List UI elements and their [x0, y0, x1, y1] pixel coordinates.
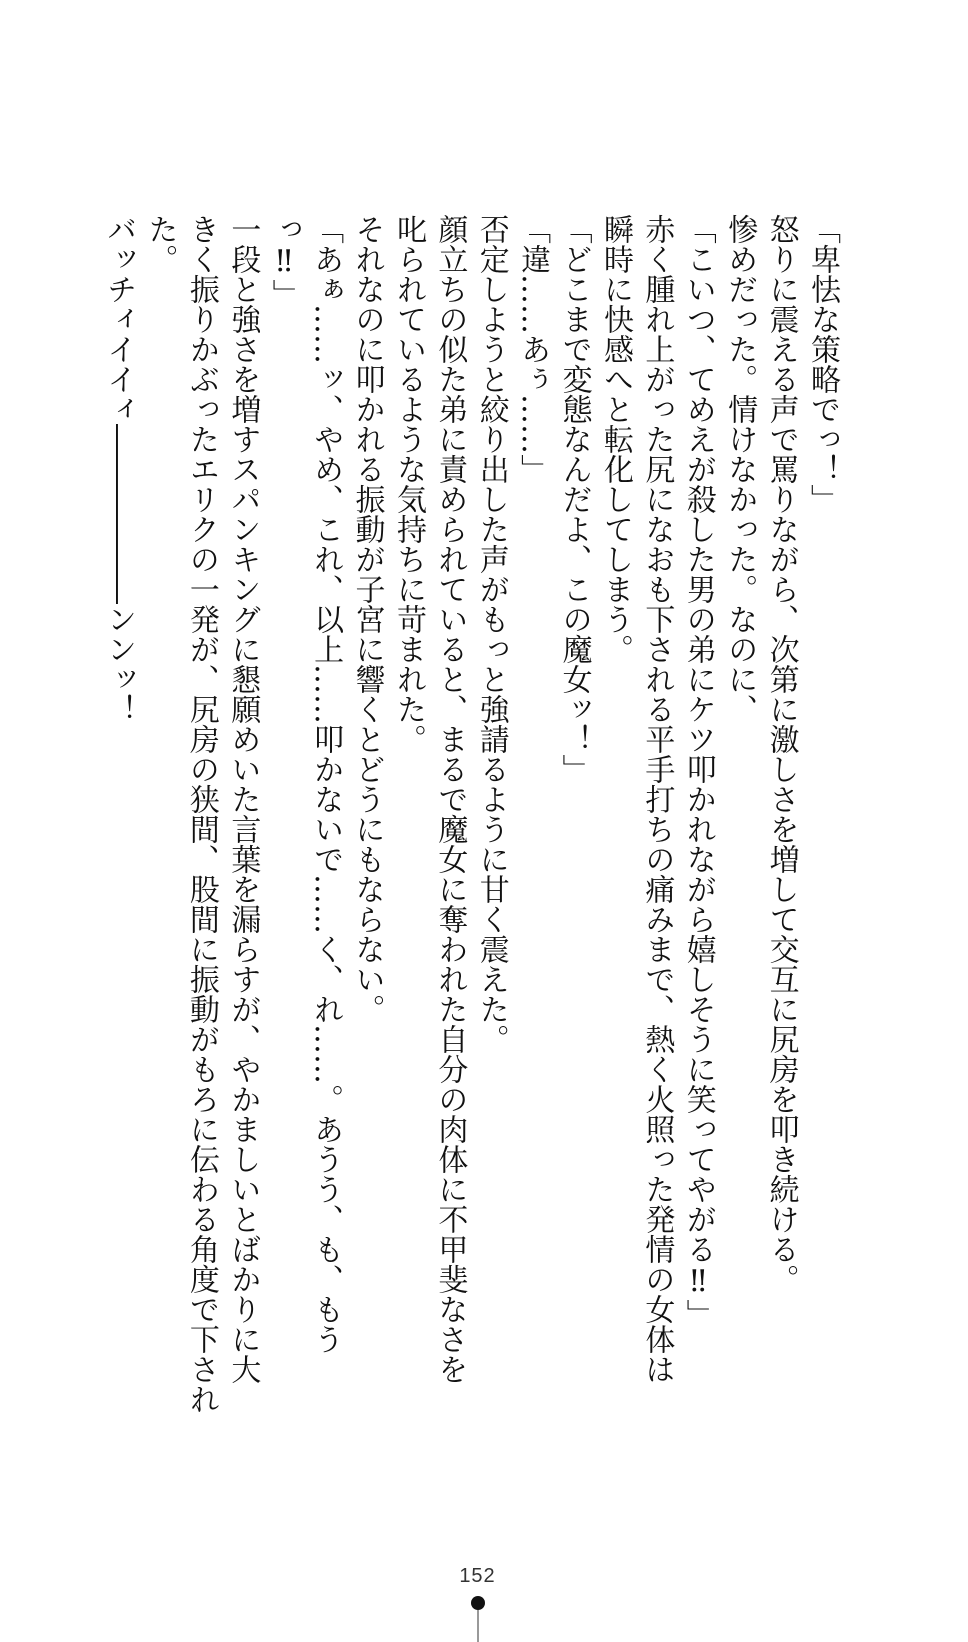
body-text — [98, 214, 843, 1414]
text-line: きく振りかぶったエリクの一発が、尻房の狭間、股間に振動がもろに伝わる角度で下され — [183, 214, 219, 1414]
text-line: 「違……あぅ……」 — [515, 214, 551, 484]
text-line: 一段と強さを増すスパンキングに懇願めいた言葉を漏らすが、やかましいとばかりに大 — [225, 214, 261, 1384]
text-line: 「あぁ……ッ、やめ、これ、以上……叩かないで……く、れ……。あうう、も、もう — [308, 214, 344, 1354]
text-line: 否定しようと絞り出した声がもっと強請るように甘く震えた。 — [473, 214, 509, 1054]
text-line: 「どこまで変態なんだよ、この魔女ッ！」 — [556, 214, 592, 784]
page-number: 152 — [459, 1565, 496, 1587]
text-line: 「卑怯な策略でっ！」 — [805, 214, 840, 514]
page-marker-dot-icon — [471, 1596, 485, 1610]
text-line: っ‼」 — [266, 214, 302, 309]
text-line: 赤く腫れ上がった尻になおも下される平手打ちの痛みまで、熱く火照った発情の女体は — [639, 214, 675, 1384]
text-line: 惨めだった。情けなかった。なのに、 — [722, 214, 758, 724]
text-line: 瞬時に快感へと転化してしまう。 — [597, 214, 633, 664]
text-line: それなのに叩かれる振動が子宮に響くとどうにもならない。 — [349, 214, 385, 1024]
text-line: 叱られているような気持ちに苛まれた。 — [390, 214, 426, 754]
page-marker-rule — [477, 1610, 479, 1642]
text-line: 「こいつ、てめえが殺した男の弟にケツ叩かれながら嬉しそうに笑ってやがる‼」 — [680, 214, 716, 1329]
text-line: た。 — [142, 214, 178, 274]
text-line: バッチィイイィ――――――ンンッ！ — [101, 214, 137, 724]
text-line: 顔立ちの似た弟に責められていると、まるで魔女に奪われた自分の肉体に不甲斐なさを — [432, 214, 468, 1384]
text-line: 怒りに震える声で罵りながら、次第に激しさを増して交互に尻房を叩き続ける。 — [763, 214, 799, 1294]
